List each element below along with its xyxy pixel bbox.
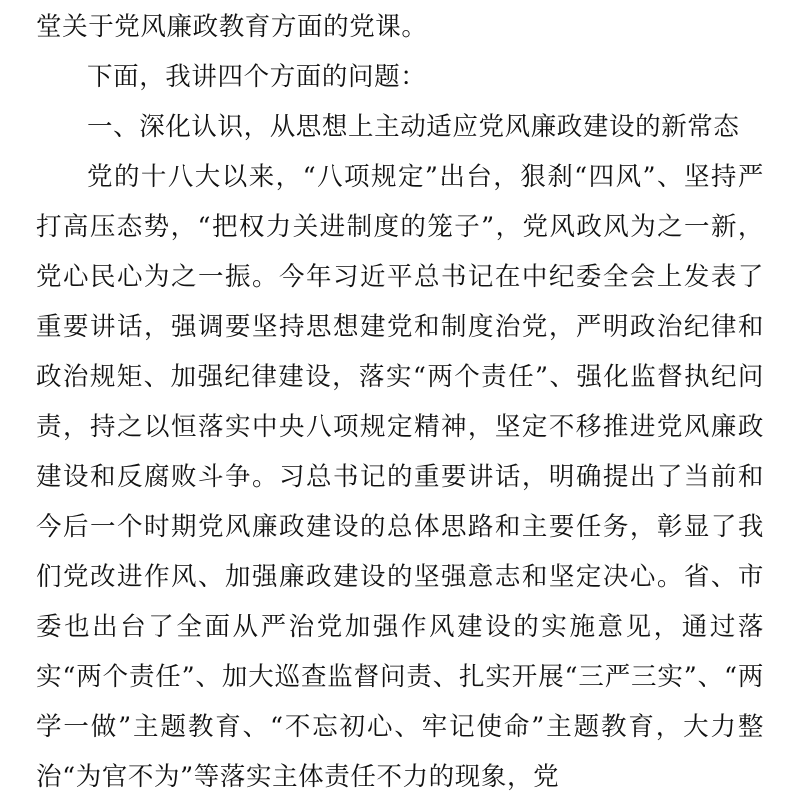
paragraph-intro: 下面，我讲四个方面的问题：: [87, 62, 427, 92]
document-body: [36, 0, 764, 800]
paragraph-main-body: 党的十八大以来，“八项规定”出台，狠刹“四风”、坚持严打高压态势，“把权力关进制度的笼子”，党风政风为之一新，党心民心为之一振。今年习近平总书记在中纪委全会上发表了重要讲话，强调要坚持思想建党和制度治党，严明政治纪律和政治规矩、加强纪律建设，落实“两个责任”、强化监督执纪问责，持之以恒落实中央八项规定精神，坚定不移推进党风廉政建设和反腐败斗争。习总书记的重要讲话，明确提出了当前和今后一个时期党风廉政建设的总体思路和主要任务，彰显了我们党改进作风、加强廉政建设的坚强意志和坚定决心。省、市委也出台了全面从严治党加强作风建设的实施意见，通过落实“两个责任”、加大巡查监督问责、扎实开展“三严三实”、“两学一做”主题教育、“不忘初心、牢记使命”主题教育，大力整治“为官不为”等落实主体责任不力的现象，党: [36, 162, 764, 792]
paragraph-heading-one: 一、深化认识，从思想上主动适应党风廉政建设的新常态: [87, 112, 740, 142]
paragraph-continued-line: 堂关于党风廉政教育方面的党课。: [36, 12, 428, 42]
